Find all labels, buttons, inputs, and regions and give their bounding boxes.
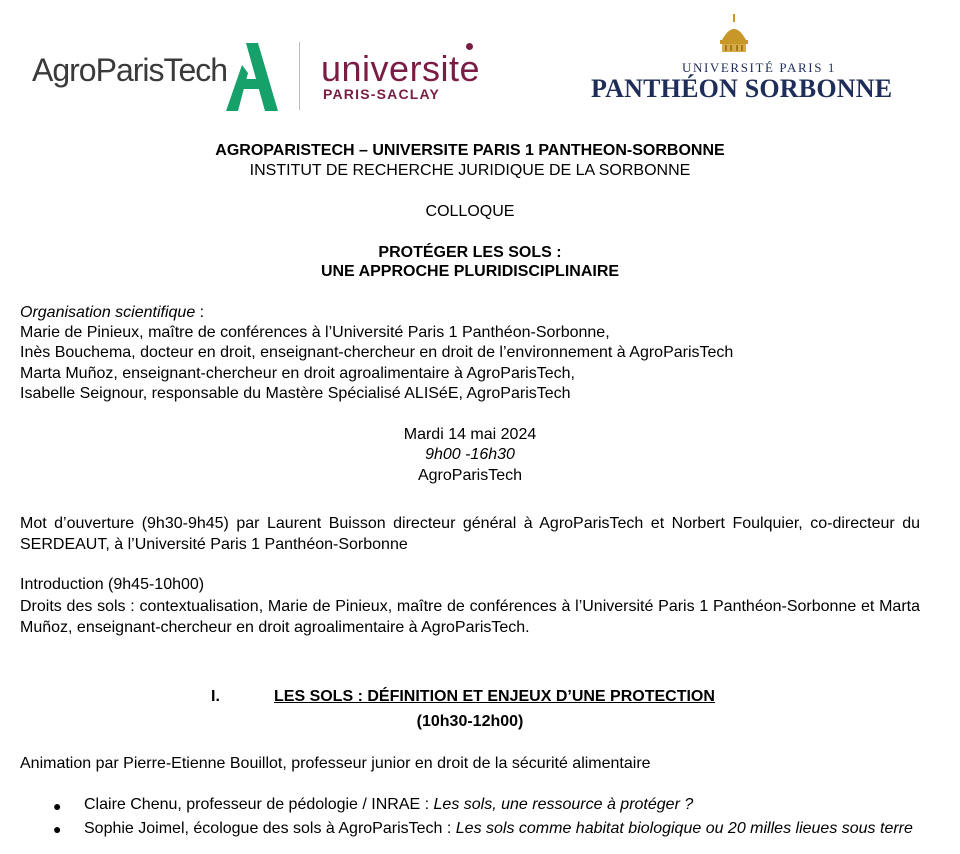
event-hours: 9h00 -16h30 [425, 446, 515, 463]
organiser: Marie de Pinieux, maître de conférences à l’Université Paris 1 Panthéon-Sorbonne, [20, 324, 610, 341]
bullet-icon: ● [53, 821, 62, 837]
bullet-icon: ● [53, 798, 62, 814]
agroparistech-logo-text: AgroParisTech [32, 52, 228, 88]
organiser: Inès Bouchema, docteur en droit, enseignant-chercheur en droit de l’environnement à AgroParisTech [20, 344, 734, 361]
organisation-label-line [20, 304, 920, 322]
organiser: Marta Muñoz, enseignant-chercheur en droit agroalimentaire à AgroParisTech, [20, 365, 575, 382]
sorbonne-logo-bottom: PANTHÉON SORBONNE [591, 74, 893, 103]
talk-title: Les sols comme habitat biologique ou 20 milles lieues sous terre [455, 820, 913, 837]
event-place: AgroParisTech [417, 467, 523, 484]
header-institute: INSTITUT DE RECHERCHE JURIDIQUE DE LA SORBONNE [249, 162, 691, 179]
section-time: (10h30-12h00) [416, 713, 524, 730]
event-type: COLLOQUE [425, 203, 515, 220]
talk-title: Les sols, une ressource à protéger ? [433, 796, 694, 813]
opening-remarks: Mot d’ouverture (9h30-9h45) par Laurent Buisson directeur général à AgroParisTech et Norbert Foulquier, co-directeur du SERDEAUT, à l’Université Paris 1 Panthéon-Sorbonne [20, 515, 920, 553]
section-number: I. [211, 688, 220, 705]
organisation-label-suffix: : [195, 304, 205, 321]
header-institutions: AGROPARISTECH – UNIVERSITE PARIS 1 PANTHEON-SORBONNE [215, 142, 725, 159]
paris-saclay-logo-top: universite [321, 48, 481, 89]
event-title-line2: UNE APPROCHE PLURIDISCIPLINAIRE [320, 263, 620, 280]
logos-banner [0, 0, 960, 125]
section-title: LES SOLS : DÉFINITION ET ENJEUX D’UNE PROTECTION [274, 688, 715, 705]
sorbonne-logo-top: UNIVERSITÉ PARIS 1 [682, 60, 837, 75]
intro-heading: Introduction (9h45-10h00) [20, 576, 205, 593]
event-date: Mardi 14 mai 2024 [403, 426, 537, 443]
talk-item [84, 796, 934, 814]
event-title-line1: PROTÉGER LES SOLS : [378, 244, 562, 261]
talk-speaker: Sophie Joimel, écologue des sols à AgroParisTech : [84, 820, 456, 837]
pantheon-dome-icon [714, 14, 754, 54]
organiser: Isabelle Seignour, responsable du Mastère Spécialisé ALISéE, AgroParisTech [20, 385, 571, 402]
section-animation: Animation par Pierre-Etienne Bouillot, professeur junior en droit de la sécurité alimentaire [20, 755, 651, 772]
talk-item [84, 819, 934, 838]
logo-divider [299, 42, 300, 110]
agroparistech-a-icon [226, 43, 278, 111]
paris-saclay-logo-bottom: PARIS-SACLAY [323, 86, 441, 102]
talk-speaker: Claire Chenu, professeur de pédologie / INRAE : [84, 796, 434, 813]
intro-text: Droits des sols : contextualisation, Marie de Pinieux, maître de conférences à l’Université Paris 1 Panthéon-Sorbonne et Marta Muñoz, enseignant-chercheur en droit agroalimentaire à AgroParisTech. [20, 598, 920, 636]
organisation-label: Organisation scientifique [20, 304, 196, 321]
